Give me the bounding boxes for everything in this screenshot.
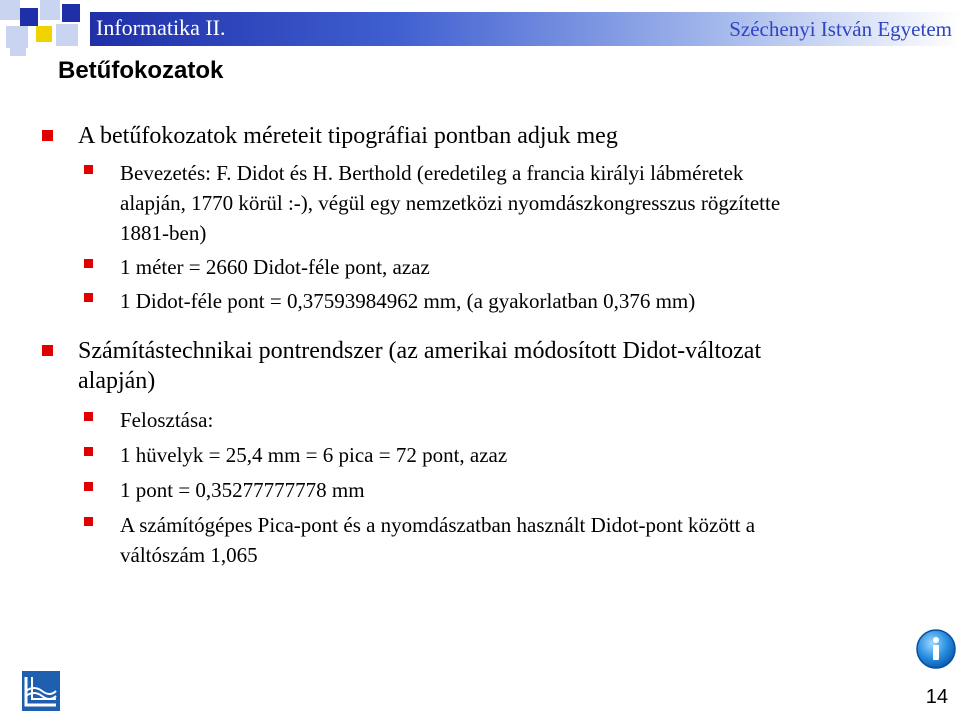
bullet-text-line: 1881-ben)	[120, 221, 207, 245]
bullet-icon	[42, 130, 53, 141]
decor-square	[20, 8, 38, 26]
decor-square	[6, 26, 28, 48]
bullet-icon	[84, 482, 93, 491]
bullet-item	[120, 475, 365, 505]
decor-square	[62, 4, 80, 22]
bullet-text-line: váltószám 1,065	[120, 543, 258, 567]
bullet-item	[120, 252, 430, 282]
bullet-item	[78, 336, 761, 396]
decor-square	[0, 0, 20, 20]
bullet-icon	[84, 447, 93, 456]
slide-title: Betűfokozatok	[58, 57, 224, 84]
bullet-icon	[84, 412, 93, 421]
bullet-item	[120, 405, 213, 435]
decor-square	[40, 0, 60, 20]
university-name: Széchenyi István Egyetem	[729, 17, 952, 41]
bullet-text-line: A számítógépes Pica-pont és a nyomdászatban használt Didot-pont között a	[120, 513, 756, 537]
bullet-item	[120, 286, 695, 316]
bullet-icon	[84, 517, 93, 526]
decor-square	[10, 48, 26, 56]
bullet-icon	[84, 293, 93, 302]
bullet-text: 1 pont = 0,35277777778 mm	[120, 478, 365, 502]
decor-square	[56, 24, 78, 46]
bullet-text: Felosztása:	[120, 408, 214, 432]
bullet-text-line: alapján)	[78, 368, 156, 394]
bullet-item	[78, 121, 618, 151]
bullet-text: 1 hüvelyk = 25,4 mm = 6 pica = 72 pont, azaz	[120, 443, 508, 467]
bullet-icon	[84, 165, 93, 174]
bullet-text-line: Bevezetés: F. Didot és H. Berthold (eredetileg a francia királyi lábméretek	[120, 161, 744, 185]
course-title: Informatika II.	[96, 15, 226, 40]
bullet-item	[120, 158, 780, 248]
decor-square	[36, 26, 52, 42]
bullet-text: 1 méter = 2660 Didot-féle pont, azaz	[120, 255, 430, 279]
bullet-icon	[84, 259, 93, 268]
bullet-text-line: Számítástechnikai pontrendszer (az amerikai módosított Didot-változat	[78, 338, 762, 364]
page-number: 14	[925, 686, 948, 708]
info-icon[interactable]	[915, 628, 957, 670]
bullet-item	[120, 510, 755, 570]
bullet-text-line: alapján, 1770 körül :-), végül egy nemzetközi nyomdászkongresszus rögzítette	[120, 191, 781, 215]
bullet-icon	[42, 345, 53, 356]
bullet-item	[120, 440, 507, 470]
university-logo-icon	[22, 671, 60, 711]
bullet-text: A betűfokozatok méreteit tipográfiai pontban adjuk meg	[78, 123, 618, 149]
bullet-text: 1 Didot-féle pont = 0,37593984962 mm, (a gyakorlatban 0,376 mm)	[120, 289, 696, 313]
